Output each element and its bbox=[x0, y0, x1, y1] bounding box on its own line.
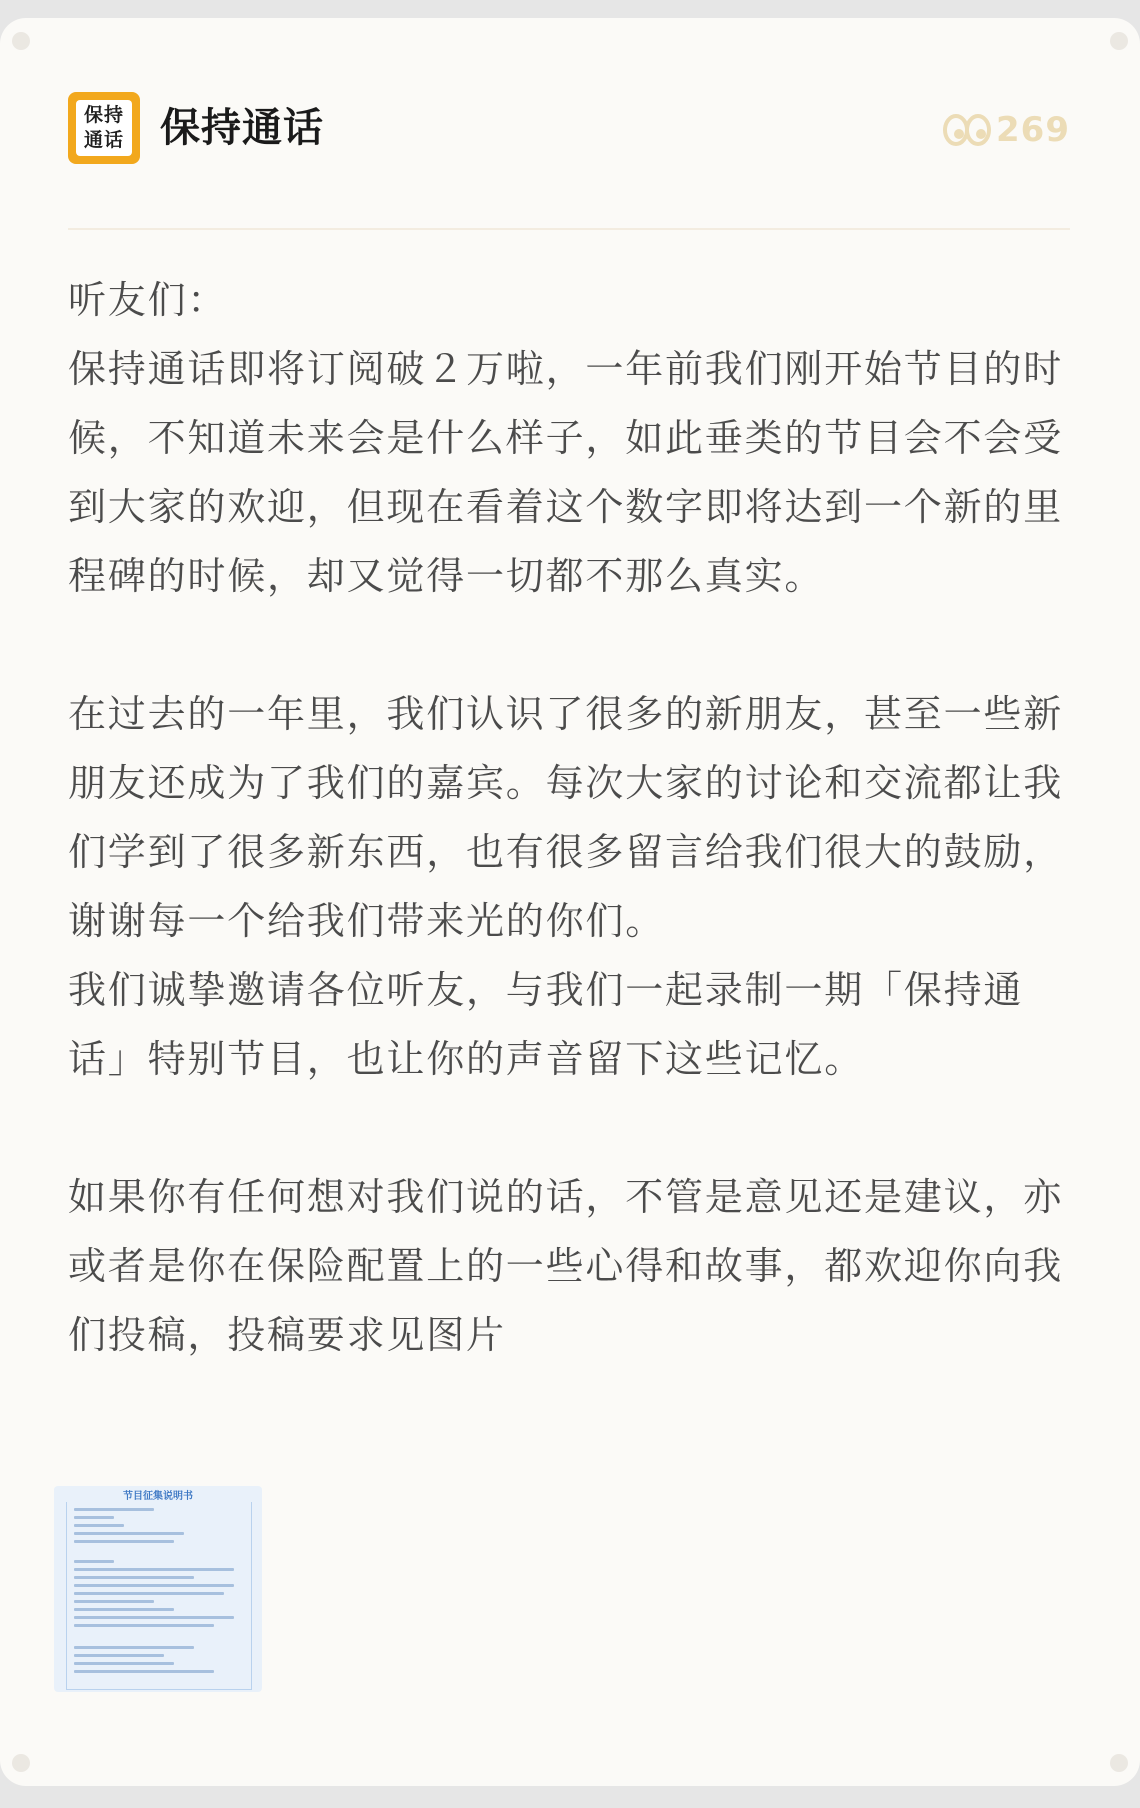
image-text-line bbox=[74, 1576, 194, 1579]
image-text-line bbox=[74, 1516, 114, 1519]
image-text-line bbox=[74, 1662, 174, 1665]
paragraph-gap bbox=[68, 611, 1078, 680]
image-text-line bbox=[74, 1654, 164, 1657]
post-paragraph: 听友们： bbox=[68, 278, 228, 322]
image-text-line bbox=[74, 1584, 234, 1587]
corner-dot-top-right bbox=[1110, 32, 1128, 50]
post-paragraph: 如果你有任何想对我们说的话，不管是意见还是建议，亦或者是你在保险配置上的一些心得和故事，都欢迎你向我们投稿，投稿要求见图片 bbox=[68, 1175, 1064, 1357]
image-text-line bbox=[74, 1540, 174, 1543]
image-title: 节目征集说明书 bbox=[54, 1487, 262, 1502]
image-text-line bbox=[74, 1670, 214, 1673]
image-text-line bbox=[74, 1600, 154, 1603]
logo-line-1: 保持 bbox=[83, 104, 124, 126]
image-text-line bbox=[74, 1560, 114, 1563]
image-text-line bbox=[74, 1608, 174, 1611]
post-paragraph: 在过去的一年里，我们认识了很多的新朋友，甚至一些新朋友还成为了我们的嘉宾。每次大家的讨论和交流都让我们学到了很多新东西，也有很多留言给我们很大的鼓励，谢谢每一个给我们带来光的你们。 bbox=[68, 692, 1064, 943]
header-divider bbox=[68, 228, 1070, 230]
post-card bbox=[0, 18, 1140, 1786]
image-text-line bbox=[74, 1524, 124, 1527]
post-header bbox=[68, 92, 1070, 166]
post-paragraph: 保持通话即将订阅破２万啦，一年前我们刚开始节目的时候，不知道未来会是什么样子，如此垂类的节目会不会受到大家的欢迎，但现在看着这个数字即将达到一个新的里程碑的时候，却又觉得一切都不那么真实。 bbox=[68, 347, 1064, 598]
image-text-line bbox=[74, 1568, 234, 1571]
post-paragraph: 我们诚挚邀请各位听友，与我们一起录制一期「保持通话」特别节目，也让你的声音留下这些记忆。 bbox=[68, 968, 1024, 1081]
image-text-line bbox=[74, 1624, 214, 1627]
view-count-number: 269 bbox=[996, 110, 1070, 150]
image-text-line bbox=[74, 1592, 224, 1595]
image-text-line bbox=[74, 1616, 234, 1619]
submission-guide-image[interactable] bbox=[54, 1486, 262, 1692]
eyes-icon bbox=[942, 110, 992, 150]
image-text-line bbox=[74, 1508, 154, 1511]
view-count bbox=[942, 108, 1070, 152]
channel-logo[interactable] bbox=[68, 92, 140, 164]
channel-name[interactable]: 保持通话 bbox=[160, 105, 324, 151]
corner-dot-bottom-left bbox=[12, 1754, 30, 1772]
paragraph-gap bbox=[68, 1094, 1078, 1163]
corner-dot-bottom-right bbox=[1110, 1754, 1128, 1772]
corner-dot-top-left bbox=[12, 32, 30, 50]
post-body bbox=[68, 266, 1078, 1370]
image-text-line bbox=[74, 1532, 184, 1535]
logo-line-2: 通话 bbox=[83, 129, 124, 151]
logo-text bbox=[76, 100, 132, 156]
image-text-line bbox=[74, 1646, 194, 1649]
